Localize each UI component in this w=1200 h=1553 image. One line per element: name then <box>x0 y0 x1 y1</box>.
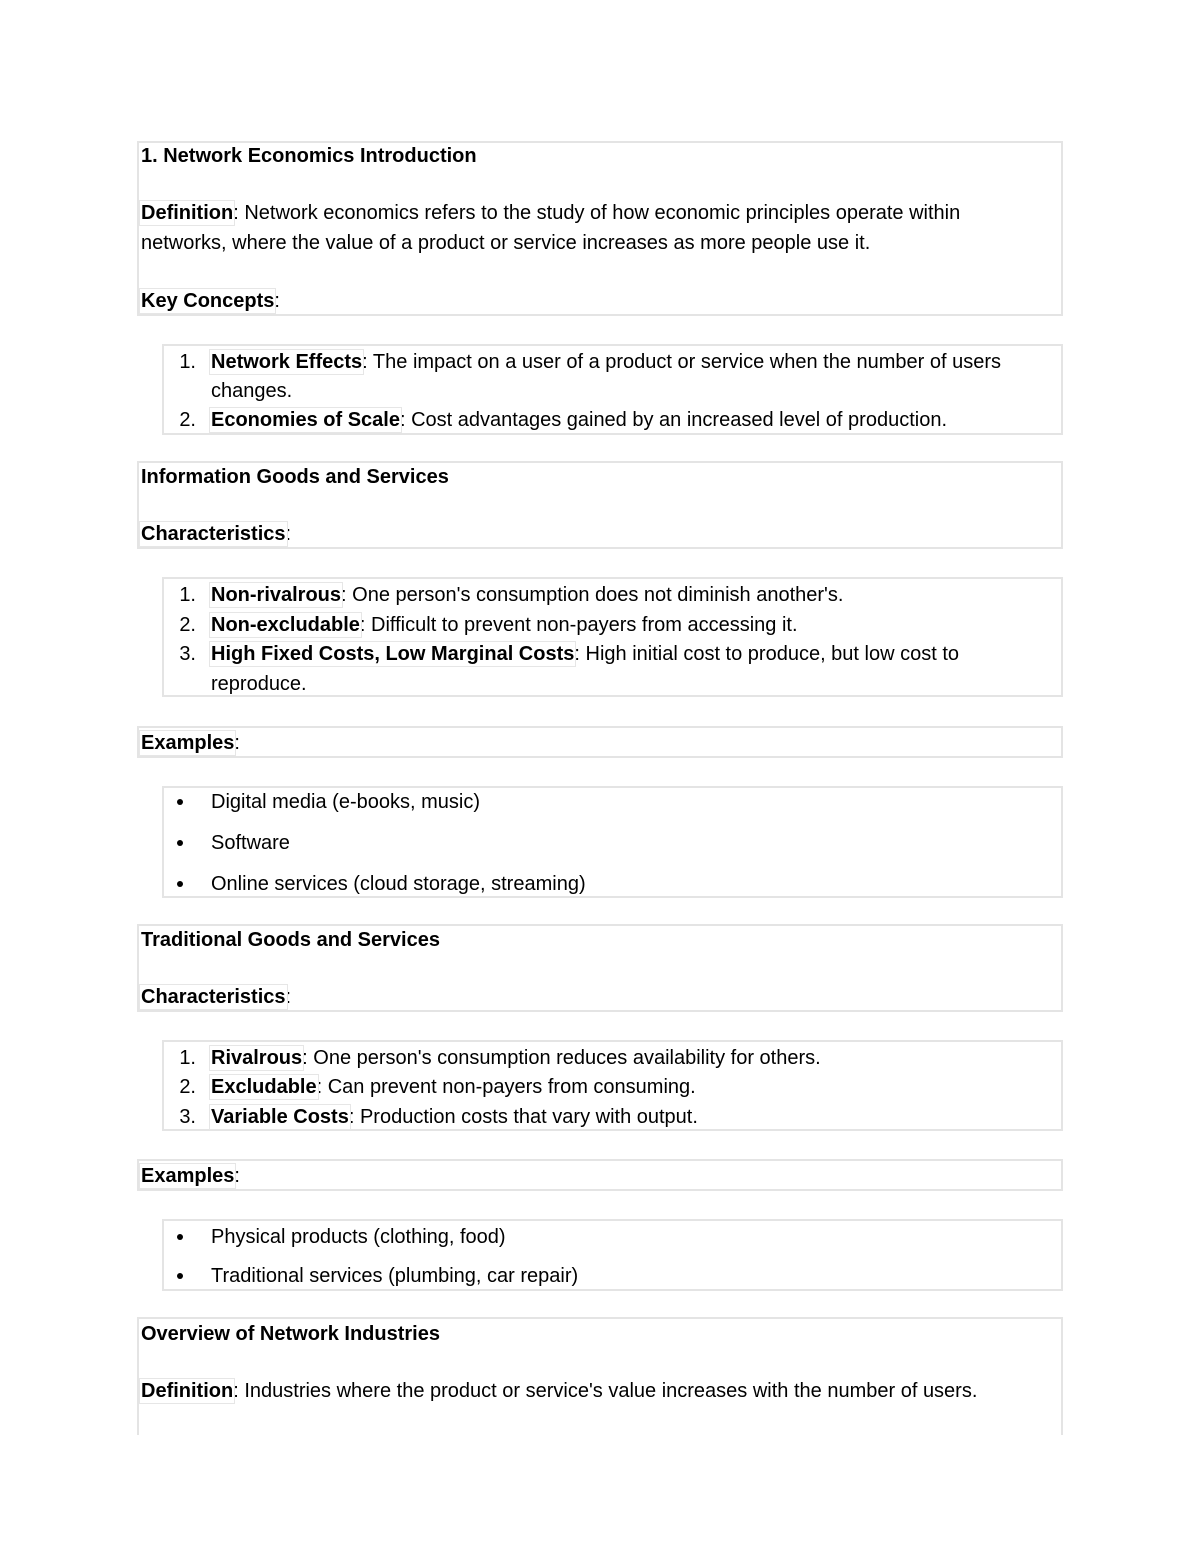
term-description: Production costs that vary with output. <box>359 1106 698 1128</box>
list-number: 3. <box>179 643 196 665</box>
examples-heading-block <box>137 1159 1063 1191</box>
term-label: Network Effects <box>211 351 363 373</box>
characteristics-heading: Characteristics: <box>141 523 292 545</box>
examples-heading: Examples: <box>141 1165 240 1187</box>
term-description: One person's consumption does not diminish another's. <box>352 584 844 606</box>
bullet-icon <box>177 881 183 887</box>
list-number: 2. <box>179 614 196 636</box>
key-concepts-label: Key Concepts <box>141 290 275 312</box>
list-item: Non-rivalrous: One person's consumption does not diminish another's. <box>211 584 844 606</box>
list-item: Non-excludable: Difficult to prevent non-payers from accessing it. <box>211 614 798 636</box>
definition-paragraph: Definition: Network economics refers to the study of how economic principles operate within <box>141 202 961 224</box>
term-description: Difficult to prevent non-payers from accessing it. <box>371 614 798 636</box>
list-item: Physical products (clothing, food) <box>211 1226 506 1248</box>
characteristics-heading: Characteristics: <box>141 986 292 1008</box>
list-item: Rivalrous: One person's consumption reduces availability for others. <box>211 1047 821 1069</box>
bullet-icon <box>177 1273 183 1279</box>
list-number: 1. <box>179 584 196 606</box>
list-item: Network Effects: The impact on a user of a product or service when the number of users <box>211 351 1002 373</box>
list-item: Excludable: Can prevent non-payers from consuming. <box>211 1076 696 1098</box>
list-item: Online services (cloud storage, streaming) <box>211 873 586 895</box>
examples-label: Examples <box>141 1165 235 1187</box>
definition-text: Industries where the product or service's value increases with the number of users. <box>244 1380 978 1402</box>
section-heading: Information Goods and Services <box>141 466 449 488</box>
section-heading: 1. Network Economics Introduction <box>141 145 477 167</box>
definition-text-continued: networks, where the value of a product or service increases as more people use it. <box>141 232 871 254</box>
list-number: 1. <box>179 351 196 373</box>
term-label: High Fixed Costs, Low Marginal Costs <box>211 643 575 665</box>
list-item: Economies of Scale: Cost advantages gained by an increased level of production. <box>211 409 948 431</box>
term-label: Non-excludable <box>211 614 360 636</box>
definition-label: Definition <box>141 202 234 224</box>
bullet-icon <box>177 799 183 805</box>
term-description: Can prevent non-payers from consuming. <box>327 1076 696 1098</box>
term-label: Rivalrous <box>211 1047 303 1069</box>
term-label: Excludable <box>211 1076 317 1098</box>
term-description: One person's consumption reduces availability for others. <box>313 1047 821 1069</box>
examples-heading-block <box>137 726 1063 758</box>
list-number: 1. <box>179 1047 196 1069</box>
list-item: Variable Costs: Production costs that vary with output. <box>211 1106 698 1128</box>
bullet-icon <box>177 1234 183 1240</box>
term-description-continued: reproduce. <box>211 673 307 695</box>
list-number: 2. <box>179 1076 196 1098</box>
term-description: High initial cost to produce, but low cost to <box>585 643 960 665</box>
term-label: Non-rivalrous <box>211 584 342 606</box>
examples-label: Examples <box>141 732 235 754</box>
list-item: Software <box>211 832 290 854</box>
section-heading: Traditional Goods and Services <box>141 929 440 951</box>
term-description: Cost advantages gained by an increased level of production. <box>411 409 948 431</box>
list-number: 3. <box>179 1106 196 1128</box>
term-label: Variable Costs <box>211 1106 349 1128</box>
key-concepts-heading: Key Concepts: <box>141 290 280 312</box>
definition-text: Network economics refers to the study of how economic principles operate within <box>244 202 961 224</box>
list-item: Traditional services (plumbing, car repair) <box>211 1265 579 1287</box>
term-label: Economies of Scale <box>211 409 400 431</box>
list-item: High Fixed Costs, Low Marginal Costs: High initial cost to produce, but low cost to <box>211 643 960 665</box>
examples-heading: Examples: <box>141 732 240 754</box>
bullet-icon <box>177 840 183 846</box>
characteristics-label: Characteristics <box>141 986 286 1008</box>
definition-label: Definition <box>141 1380 234 1402</box>
definition-paragraph: Definition: Industries where the product or service's value increases with the number of users. <box>141 1380 978 1402</box>
characteristics-label: Characteristics <box>141 523 286 545</box>
term-description-continued: changes. <box>211 380 293 402</box>
section-heading: Overview of Network Industries <box>141 1323 440 1345</box>
term-description: The impact on a user of a product or service when the number of users <box>372 351 1002 373</box>
list-number: 2. <box>179 409 196 431</box>
list-item: Digital media (e-books, music) <box>211 791 480 813</box>
